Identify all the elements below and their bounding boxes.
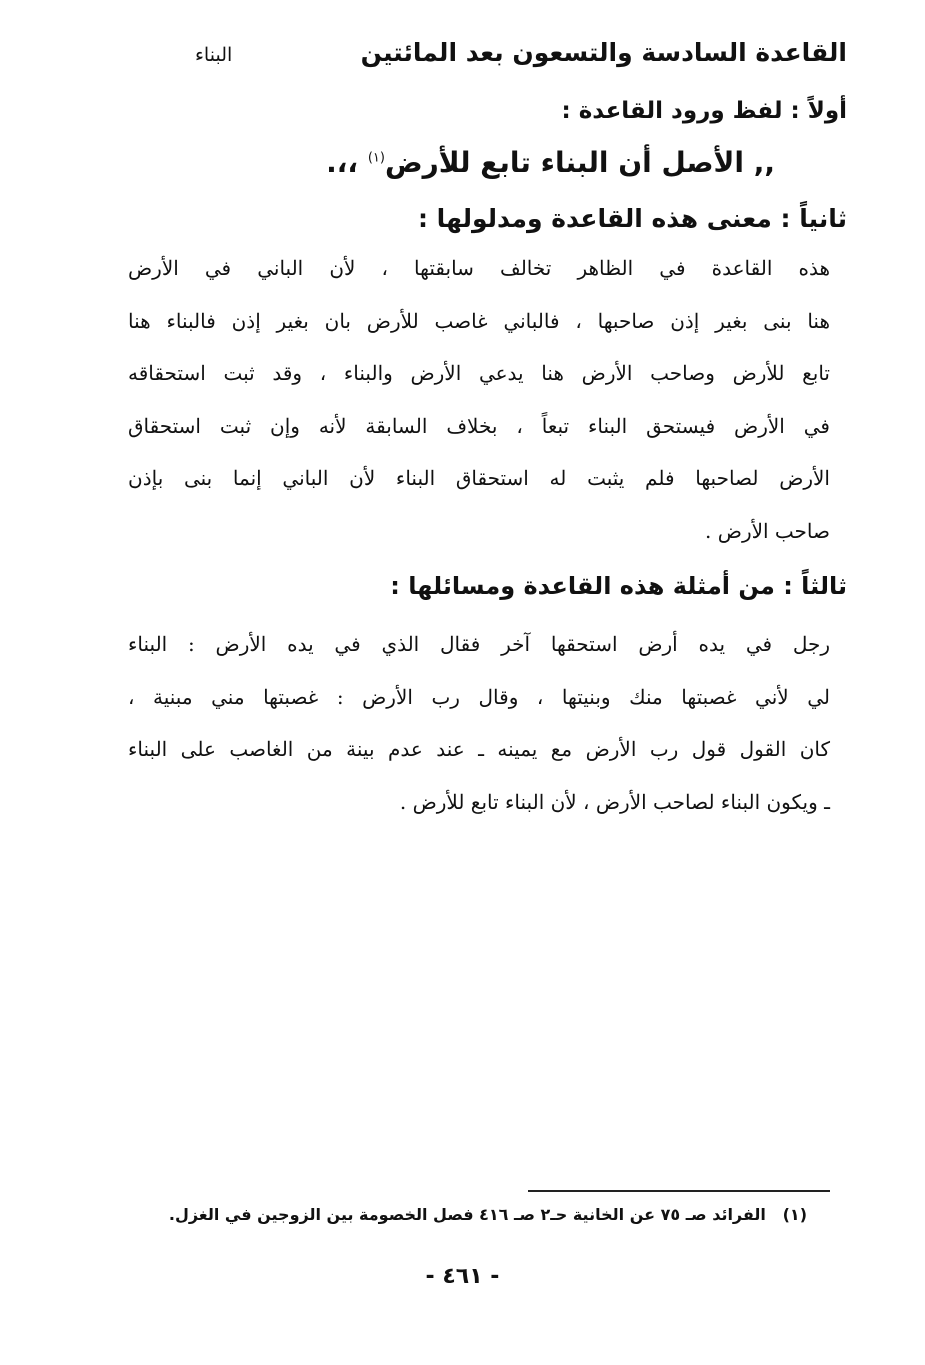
paragraph-line: الأرض لصاحبها فلم يثبت له استحقاق البناء لأن الباني إنما بنى بإذن: [128, 466, 830, 491]
rule-text: الأصل أن البناء تابع للأرض: [384, 146, 744, 179]
paragraph-line: كان القول قول رب الأرض مع يمينه ـ عند عدم بينة من الغاصب على البناء: [128, 737, 830, 762]
footnote-divider: [528, 1190, 830, 1192]
section-heading-1: أولاً : لفظ ورود القاعدة :: [561, 98, 847, 124]
section-heading-3: ثالثاً : من أمثلة هذه القاعدة ومسائلها :: [390, 572, 847, 600]
footnote-ref: (١): [367, 150, 385, 166]
header-title: القاعدة السادسة والتسعون بعد المائتين: [360, 38, 847, 67]
rule-statement: [326, 146, 775, 179]
paragraph-line: ـ ويكون البناء لصاحب الأرض ، لأن البناء تابع للأرض .: [399, 789, 830, 814]
meaning-paragraph: [128, 242, 830, 558]
footnote: [169, 1205, 807, 1224]
examples-paragraph: [128, 618, 830, 828]
paragraph-line: في الأرض فيستحق البناء تبعاً ، بخلاف السابقة لأنه وإن ثبت استحقاق: [128, 413, 830, 438]
page-number: - ٤٦١ -: [425, 1264, 500, 1289]
paragraph-line: لي لأني غصبتها منك وبنيتها ، وقال رب الأرض : غصبتها مني مبنية ،: [128, 684, 830, 709]
paragraph-line: صاحب الأرض .: [705, 518, 830, 543]
footnote-text: الفرائد صـ ٧٥ عن الخانية حـ٢ صـ ٤١٦ فصل الخصومة بين الزوجين في الغزل.: [168, 1205, 766, 1224]
header-topic: البناء: [195, 44, 233, 66]
paragraph-line: رجل في يده أرض استحقها آخر فقال الذي في يده الأرض : البناء: [128, 632, 830, 656]
rule-close-quote: ،،.: [326, 146, 368, 179]
rule-open-quote: ,,: [743, 146, 775, 179]
paragraph-line: هذه القاعدة في الظاهر تخالف سابقتها ، لأن الباني في الأرض: [128, 256, 830, 280]
paragraph-line: هنا بنى بغير إذن صاحبها ، فالباني غاصب للأرض بان بغير إذن فالبناء هنا: [128, 308, 830, 333]
paragraph-line: تابع للأرض وصاحب الأرض هنا يدعي الأرض والبناء ، وقد ثبت استحقاقه: [128, 361, 830, 386]
footnote-marker: (١): [782, 1205, 807, 1224]
section-heading-2: ثانياً : معنى هذه القاعدة ومدلولها :: [417, 204, 847, 233]
